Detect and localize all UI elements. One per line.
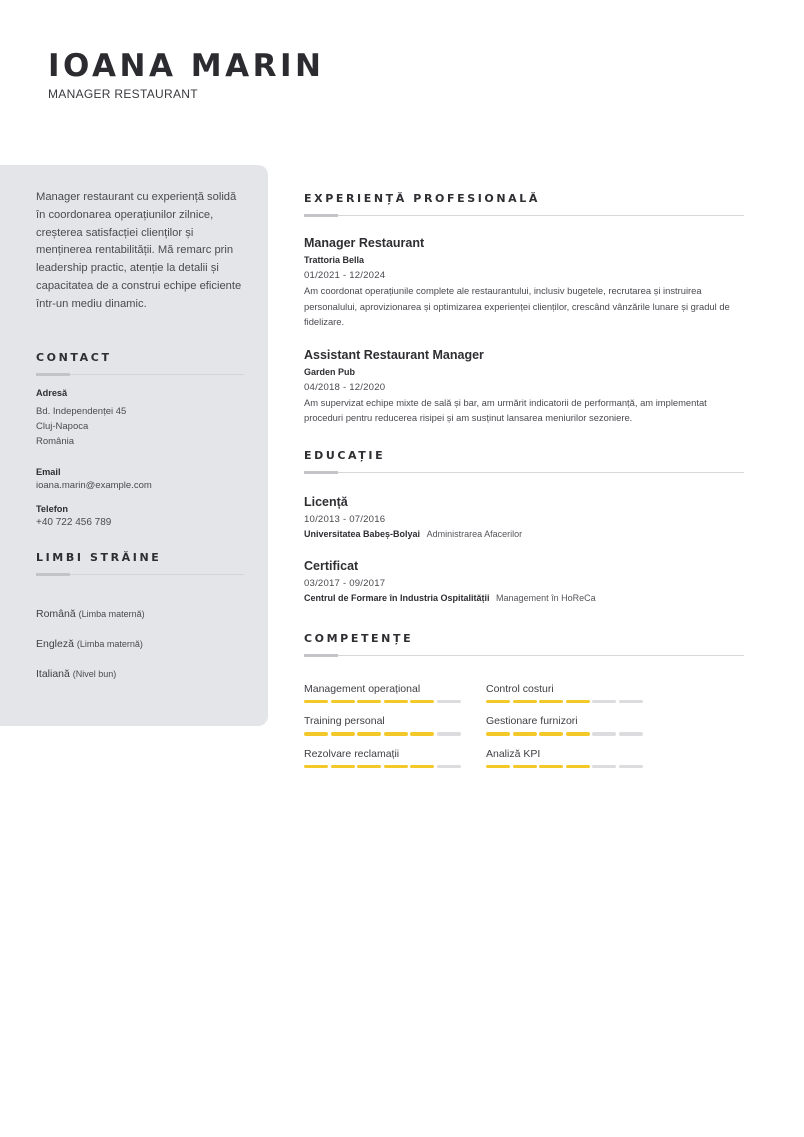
- experience-heading: EXPERIENȚĂ PROFESIONALĂ: [304, 192, 541, 205]
- phone-label: Telefon: [36, 503, 68, 514]
- skill-segment-filled: [566, 700, 590, 704]
- education-item: [304, 558, 744, 605]
- skill-segment-empty: [437, 732, 461, 736]
- address-line: Bd. Independenței 45: [36, 405, 127, 417]
- language-item: [36, 667, 244, 697]
- job-dates: 01/2021 - 12/2024: [304, 270, 386, 281]
- section-divider: [304, 654, 744, 657]
- edu-degree: Certificat: [304, 558, 359, 573]
- skill-segment-filled: [304, 732, 328, 736]
- language-name: Italiană: [36, 667, 70, 680]
- candidate-name: IOANA MARIN: [48, 48, 325, 84]
- edu-dates: 10/2013 - 07/2016: [304, 513, 386, 525]
- edu-meta: [304, 528, 744, 541]
- section-divider: [36, 373, 244, 376]
- skills-grid: [304, 683, 744, 769]
- skill-segment-filled: [410, 732, 434, 736]
- language-name: Română: [36, 607, 76, 620]
- job-company: Garden Pub: [304, 366, 356, 377]
- skill-segment-filled: [566, 765, 590, 769]
- languages-heading: LIMBI STRĂINE: [36, 550, 162, 564]
- language-item: [36, 637, 244, 667]
- skill-segment-filled: [384, 732, 408, 736]
- edu-field: Administrarea Afacerilor: [426, 528, 523, 539]
- contact-heading: CONTACT: [36, 350, 112, 364]
- phone-value[interactable]: +40 722 456 789: [36, 516, 112, 528]
- languages-list: [36, 607, 244, 697]
- address-line: România: [36, 435, 75, 447]
- experience-section: [304, 192, 744, 426]
- language-level: (Limba maternă): [76, 638, 143, 649]
- skill-item: [486, 748, 668, 769]
- skill-segment-filled: [384, 765, 408, 769]
- edu-institution: Universitatea Babeș-Bolyai: [304, 528, 421, 539]
- education-list: [304, 494, 744, 605]
- skill-segment-filled: [410, 765, 434, 769]
- skill-level-bar: [486, 700, 668, 704]
- resume-header: [48, 46, 324, 101]
- skill-segment-filled: [410, 700, 434, 704]
- skill-item: [304, 748, 486, 769]
- skill-segment-empty: [592, 700, 616, 704]
- main-content: [304, 192, 744, 768]
- edu-dates: 03/2017 - 09/2017: [304, 577, 386, 589]
- skill-item: [304, 683, 486, 704]
- job-role: Assistant Restaurant Manager: [304, 347, 484, 362]
- skill-name: Control costuri: [486, 682, 554, 695]
- skills-heading: COMPETENȚE: [304, 631, 414, 645]
- skill-level-bar: [486, 732, 668, 736]
- skills-section: [304, 632, 744, 769]
- section-divider: [36, 573, 244, 576]
- address-line: Cluj-Napoca: [36, 420, 89, 432]
- skill-segment-empty: [437, 765, 461, 769]
- skill-name: Analiză KPI: [486, 747, 541, 760]
- skill-name: Training personal: [304, 715, 385, 727]
- edu-meta: [304, 592, 744, 605]
- job-description: Am supervizat echipe mixte de sală și bar, am urmărit indicatorii de performanță, am implementat proceduri pentru reducerea risipei și am susținut lansarea meniurilor sezoniere.: [304, 396, 707, 423]
- experience-item: [304, 235, 744, 330]
- skill-name: Gestionare furnizori: [486, 715, 578, 727]
- job-description: Am coordonat operațiunile complete ale restaurantului, inclusiv bugetele, recrutarea și instruirea personalului, aprovizionarea și optimizarea experienței clienților, crescând vânzările lunare și gradul de fidelizare.: [304, 285, 730, 327]
- skill-segment-empty: [619, 765, 643, 769]
- skill-segment-filled: [539, 765, 563, 769]
- section-divider: [304, 214, 744, 217]
- skill-segment-empty: [619, 732, 643, 736]
- skill-segment-filled: [513, 732, 537, 736]
- education-section: [304, 449, 744, 605]
- edu-institution: Centrul de Formare în Industria Ospitalității: [304, 592, 490, 603]
- skill-item: [304, 715, 486, 736]
- experience-list: [304, 235, 744, 426]
- skill-segment-filled: [539, 732, 563, 736]
- edu-degree: Licență: [304, 494, 348, 509]
- skill-name: Rezolvare reclamații: [304, 747, 400, 760]
- skill-segment-filled: [566, 732, 590, 736]
- language-item: [36, 607, 244, 637]
- skill-item: [486, 715, 668, 736]
- skill-segment-filled: [513, 700, 537, 704]
- email-value[interactable]: ioana.marin@example.com: [36, 479, 152, 491]
- skill-segment-filled: [486, 700, 510, 704]
- job-role: Manager Restaurant: [304, 236, 425, 250]
- job-dates: 04/2018 - 12/2020: [304, 381, 386, 393]
- skill-level-bar: [304, 700, 486, 704]
- address-label: Adresă: [36, 387, 68, 398]
- job-company: Trattoria Bella: [304, 255, 365, 265]
- skill-segment-filled: [486, 732, 510, 736]
- profile-summary: Manager restaurant cu experiență solidă în coordonarea operațiunilor zilnice, creșterea satisfacției clienților și menținerea rentabilității. Mă remarc prin leadership practic, atenție la detalii și capacitatea de a construi echipe eficiente într-un mediu dinamic.: [36, 191, 242, 310]
- sidebar: [0, 165, 268, 726]
- section-divider: [304, 471, 744, 474]
- language-level: (Limba maternă): [78, 608, 145, 619]
- skill-segment-filled: [539, 700, 563, 704]
- language-level: (Nivel bun): [72, 668, 117, 679]
- candidate-title: MANAGER RESTAURANT: [48, 87, 198, 101]
- skill-segment-filled: [304, 700, 328, 704]
- skill-item: [486, 683, 668, 704]
- skill-segment-empty: [437, 700, 461, 704]
- skill-segment-filled: [331, 765, 355, 769]
- skill-segment-filled: [357, 765, 381, 769]
- skill-segment-filled: [331, 732, 355, 736]
- skill-segment-filled: [357, 732, 381, 736]
- education-heading: EDUCAȚIE: [304, 448, 386, 462]
- skill-segment-filled: [384, 700, 408, 704]
- skill-segment-filled: [357, 700, 381, 704]
- skill-name: Management operațional: [304, 682, 421, 695]
- skill-segment-empty: [592, 765, 616, 769]
- skill-segment-empty: [592, 732, 616, 736]
- language-name: Engleză: [36, 637, 74, 650]
- skill-segment-filled: [513, 765, 537, 769]
- experience-item: [304, 347, 744, 426]
- skill-level-bar: [304, 732, 486, 736]
- skill-level-bar: [486, 765, 668, 769]
- email-label: Email: [36, 466, 61, 477]
- edu-field: Management în HoReCa: [496, 592, 596, 603]
- skill-segment-filled: [486, 765, 510, 769]
- skill-segment-filled: [331, 700, 355, 704]
- skill-segment-filled: [304, 765, 328, 769]
- skill-segment-empty: [619, 700, 643, 704]
- address-value: [36, 404, 244, 449]
- skill-level-bar: [304, 765, 486, 769]
- education-item: [304, 494, 744, 541]
